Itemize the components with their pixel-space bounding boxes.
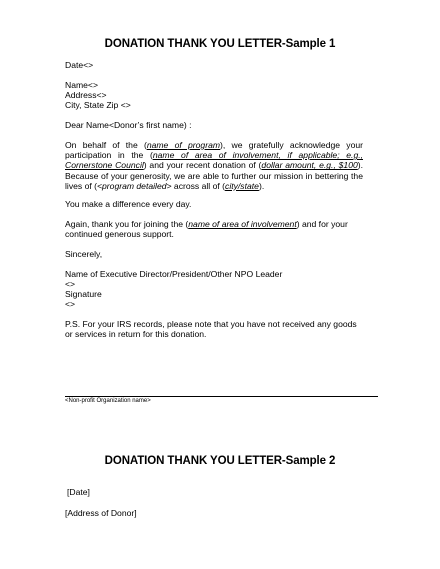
paragraph-1-text-5: across all of ( [171,180,226,191]
signature-label: Signature [65,289,102,299]
paragraph-1-text-2: ), we gratefully acknowledge your participation in the ( [65,140,363,161]
closing: Sincerely, [65,249,103,259]
sample-2-donor-address: [Address of Donor] [65,508,137,518]
program-detailed-placeholder: <program detailed> [97,180,172,191]
paragraph-1-text-3: ) and your recent donation of ( [143,160,262,171]
recipient-city-state-zip: City, State Zip <> [65,100,131,110]
signer-placeholder: <> [65,279,76,289]
body-paragraph-2 [65,219,363,239]
signature-placeholder: <> [65,299,76,309]
paragraph-2-text-2: ) and for your continued generous support. [65,219,348,240]
body-paragraph-1 [65,140,363,191]
recipient-name: Name<> [65,80,98,90]
program-name-placeholder: name of program [146,140,221,150]
date-line: Date<> [65,60,94,70]
paragraph-1-text-1: On behalf of the ( [65,140,147,150]
area-of-involvement-placeholder-2: name of area of involvement [188,219,297,229]
organization-name-placeholder: <Non-profit Organization name> [65,398,151,404]
letter-title-sample-1: DONATION THANK YOU LETTER-Sample 1 [104,38,336,50]
signer-title: Name of Executive Director/President/Other NPO Leader [65,269,283,279]
paragraph-1-text-4: ). Because of your generosity, we are able to further our mission in bettering the lives of ( [65,160,364,191]
dollar-amount-placeholder: dollar amount, e.g., $100 [261,160,358,171]
city-state-placeholder: city/state [225,180,259,191]
paragraph-1-text-6: ). [258,180,265,191]
difference-line: You make a difference every day. [65,199,192,209]
paragraph-2-text-1: Again, thank you for joining the ( [65,219,189,229]
salutation: Dear Name<Donor’s first name) : [65,120,192,130]
ps-note: P.S. For your IRS records, please note that you have not received any goods or services in return for this donation. [65,319,357,340]
letter-title-sample-2: DONATION THANK YOU LETTER-Sample 2 [104,455,336,467]
sample-2-date: [Date] [67,487,90,497]
area-of-involvement-placeholder: name of area of involvement, if applicable; e.g., Cornerstone Council [65,150,363,171]
recipient-address: Address<> [65,90,107,100]
